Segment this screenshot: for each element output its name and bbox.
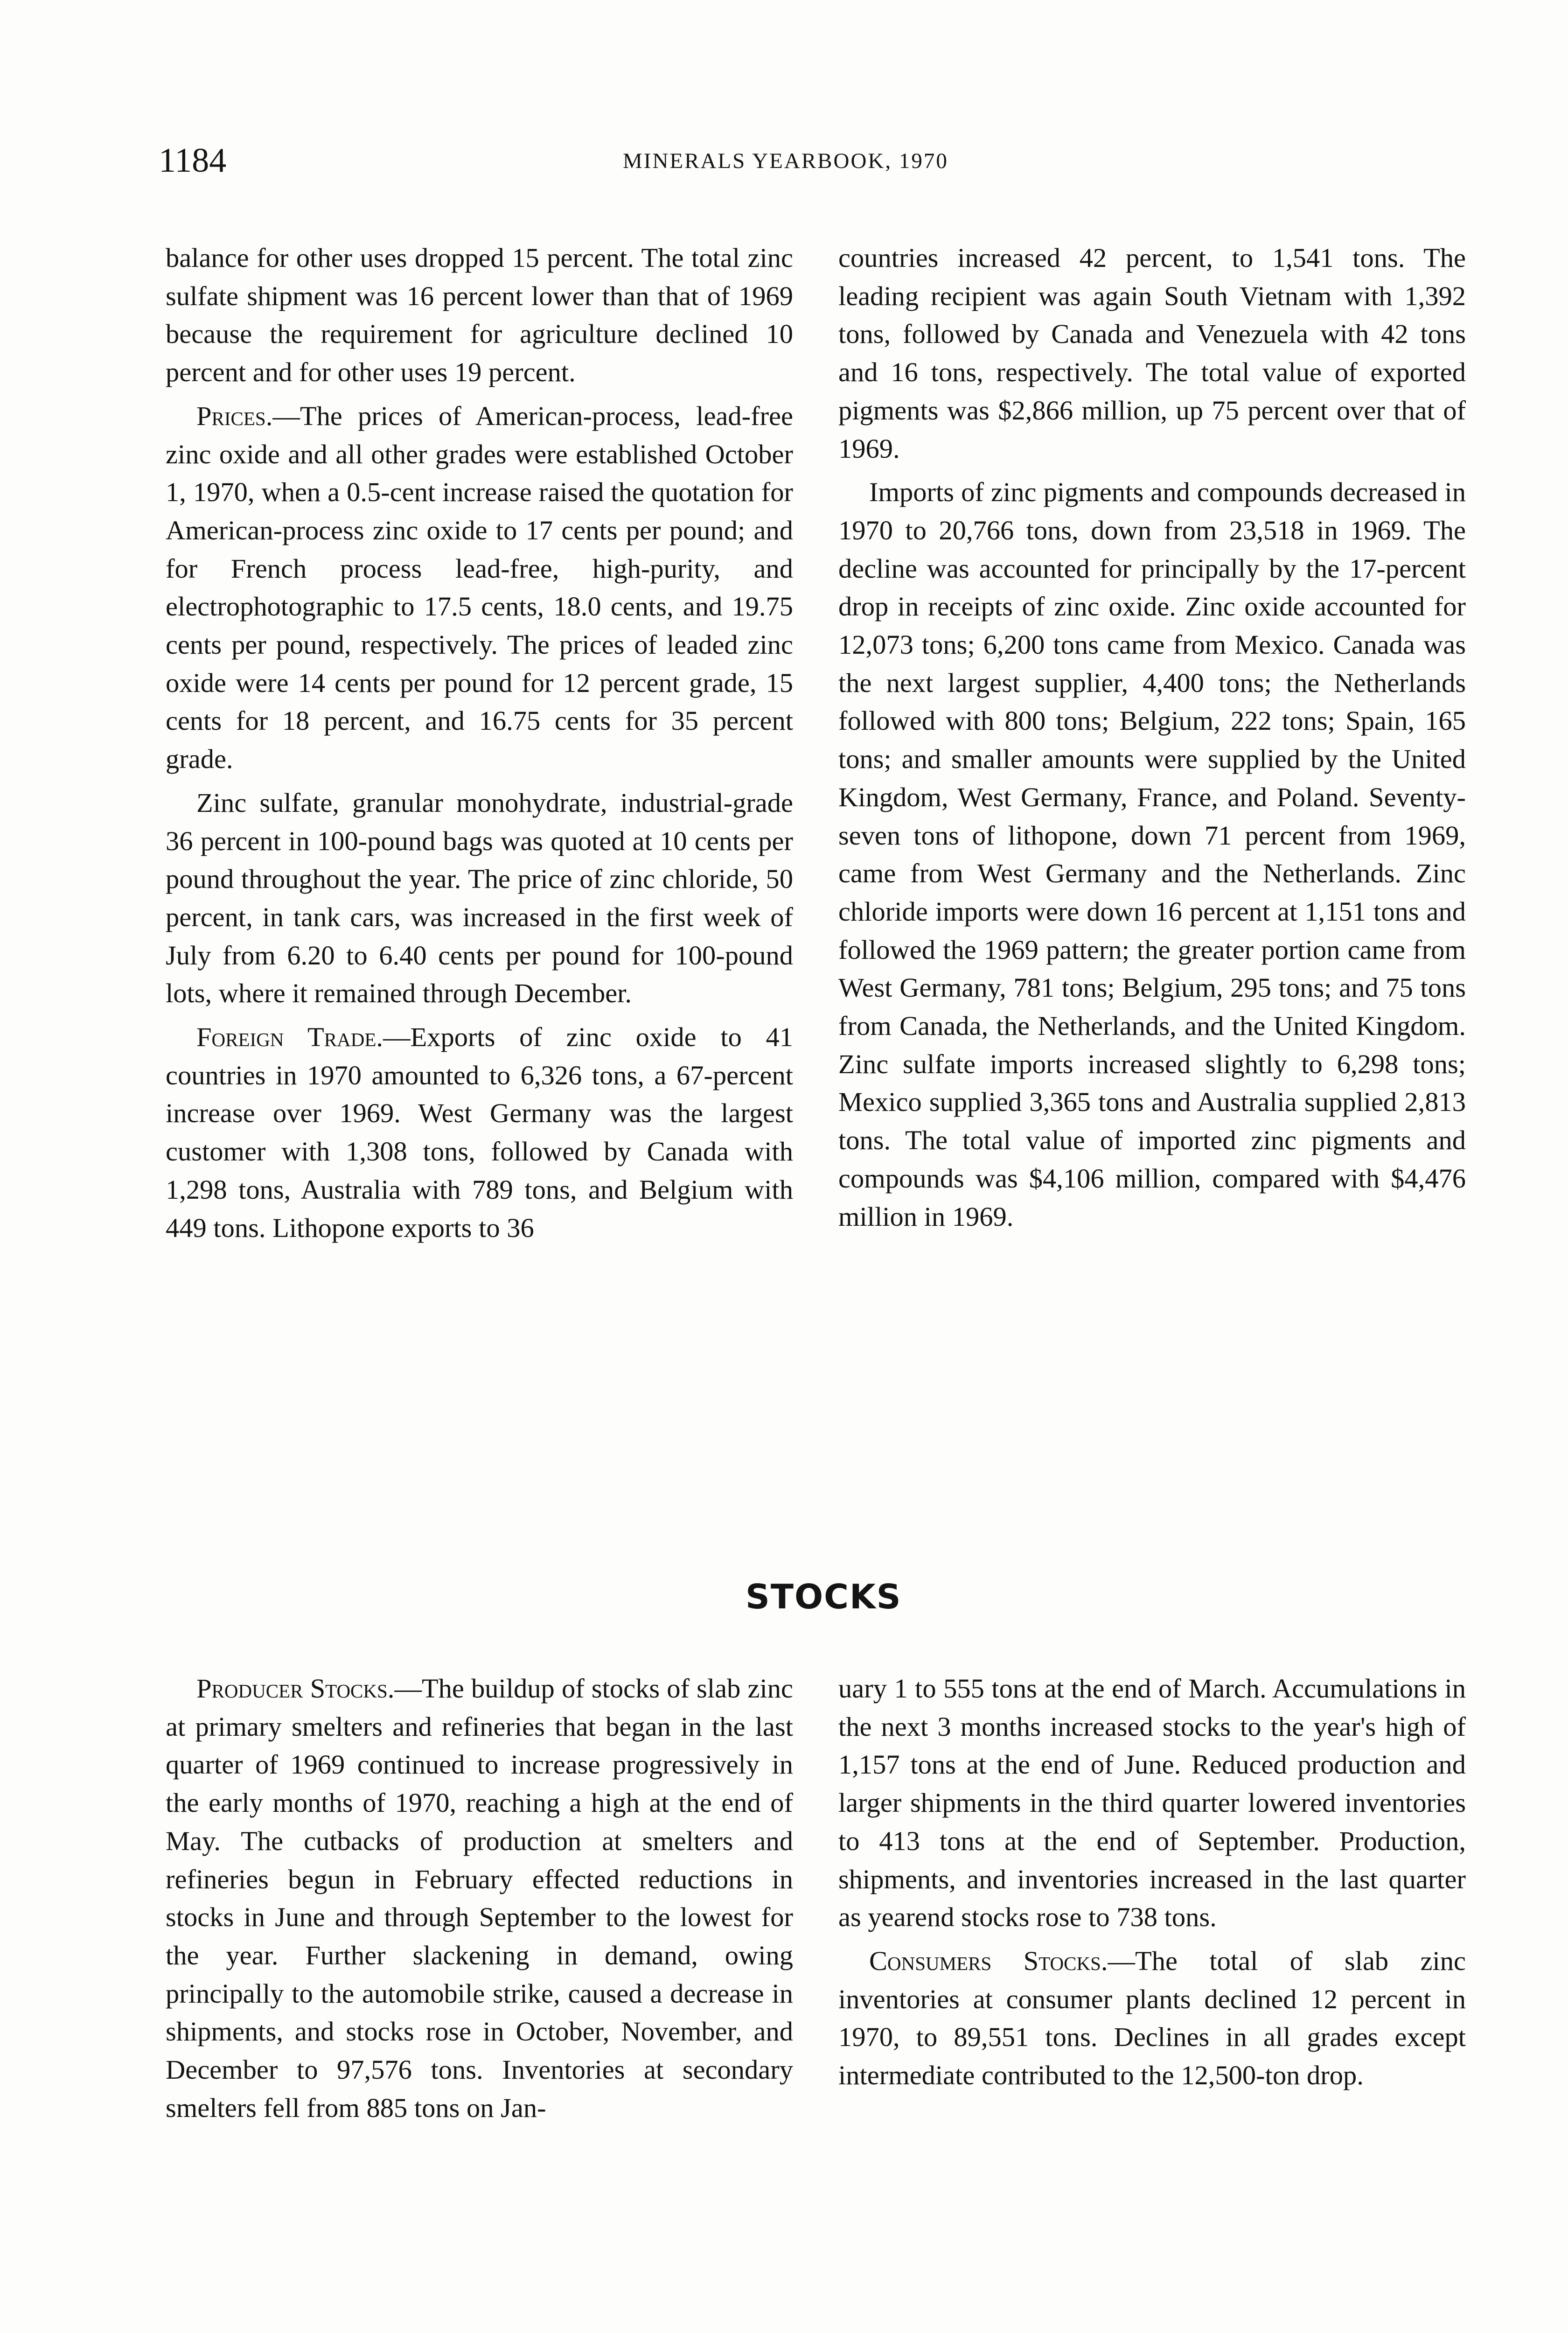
stocks-left-column [166, 1669, 793, 2127]
paragraph-text: uary 1 to 555 tons at the end of March. Accumulations in the next 3 months increased stocks to the year's high of 1,157 tons at the end of June. Reduced production and larger shipments in the third quarter lowered inventories to 413 tons at the end of September. Production, shipments, and inventories increased in the last quarter as yearend stocks rose to 738 tons. [838, 1673, 1466, 1933]
paragraph-text: balance for other uses dropped 15 percent. The total zinc sulfate shipment was 16 percent lower than that of 1969 because the requirement for agriculture declined 10 percent and for other uses 19 percent. [166, 243, 793, 388]
paragraph-lead: Foreign Trade. [196, 1022, 383, 1053]
paragraph-lead: Producer Stocks. [196, 1673, 395, 1704]
paragraph [838, 1669, 1466, 1936]
paragraph-text: Zinc sulfate, granular monohydrate, industrial-grade 36 percent in 100-pound bags was quoted at 10 cents per pound throughout the year. The price of zinc chloride, 50 percent, in tank cars, was increased in the first week of July from 6.20 to 6.40 cents per pound for 100-pound lots, where it remained through December. [166, 787, 793, 1009]
paragraph [838, 473, 1466, 1236]
paragraph [166, 784, 793, 1013]
paragraph-lead: Consumers Stocks. [869, 1945, 1108, 1976]
paragraph [166, 239, 793, 391]
paragraph [838, 239, 1466, 468]
paragraph-text: —Exports of zinc oxide to 41 countries in 1970 amounted to 6,326 tons, a 67-percent increase over 1969. West Germany was the largest customer with 1,308 tons, followed by Canada with 1,298 tons, Australia with 789 tons, and Belgium with 449 tons. Lithopone exports to 36 [166, 1022, 793, 1243]
paragraph [838, 1942, 1466, 2095]
page-number: 1184 [159, 141, 227, 180]
paragraph-text: Imports of zinc pigments and compounds decreased in 1970 to 20,766 tons, down from 23,518 in 1969. The decline was accounted for principally by the 17-percent drop in receipts of zinc oxide. Zinc oxide accounted for 12,073 tons; 6,200 tons came from Mexico. Canada was the next largest supplier, 4,400 tons; the Netherlands followed with 800 tons; Belgium, 222 tons; Spain, 165 tons; and smaller amounts were supplied by the United Kingdom, West Germany, France, and Poland. Seventy-seven tons of lithopone, down 71 percent from 1969, came from West Germany and the Netherlands. Zinc chloride imports were down 16 percent at 1,151 tons and followed the 1969 pattern; the greater portion came from West Germany, 781 tons; Belgium, 295 tons; and 75 tons from Canada, the Netherlands, and the United Kingdom. Zinc sulfate imports increased slightly to 6,298 tons; Mexico supplied 3,365 tons and Australia supplied 2,813 tons. The total value of imported zinc pigments and compounds was $4,106 million, compared with $4,476 million in 1969. [838, 477, 1466, 1232]
paragraph-text: —The prices of American-process, lead-free zinc oxide and all other grades were established October 1, 1970, when a 0.5-cent increase raised the quotation for American-process zinc oxide to 17 cents per pound; and for French process lead-free, high-purity, and electrophotographic to 17.5 cents, 18.0 cents, and 19.75 cents per pound, respectively. The prices of leaded zinc oxide were 14 cents per pound for 12 percent grade, 15 cents for 18 percent, and 16.75 cents for 35 percent grade. [166, 400, 793, 775]
paragraph-text: countries increased 42 percent, to 1,541 tons. The leading recipient was again South Vietnam with 1,392 tons, followed by Canada and Venezuela with 42 tons and 16 tons, respectively. The total value of exported pigments was $2,866 million, up 75 percent over that of 1969. [838, 243, 1466, 464]
paragraph-text: —The total of slab zinc inventories at consumer plants declined 12 percent in 1970, to 89,551 tons. Declines in all grades except intermediate contributed to the 12,500-ton drop. [838, 1945, 1466, 2091]
paragraph [166, 397, 793, 778]
paragraph [166, 1669, 793, 2127]
paragraph-lead: Prices. [196, 400, 273, 431]
running-title: MINERALS YEARBOOK, 1970 [623, 149, 948, 173]
top-left-column [166, 239, 793, 1247]
section-heading-stocks: STOCKS [746, 1577, 902, 1616]
stocks-right-column [838, 1669, 1466, 2095]
top-right-column [838, 239, 1466, 1236]
paragraph [166, 1018, 793, 1247]
paragraph-text: —The buildup of stocks of slab zinc at primary smelters and refineries that began in the last quarter of 1969 continued to increase progressively in the early months of 1970, reaching a high at the end of May. The cutbacks of production at smelters and refineries begun in February effected reductions in stocks in June and through September to the lowest for the year. Further slackening in demand, owing principally to the automobile strike, caused a decrease in shipments, and stocks rose in October, November, and December to 97,576 tons. Inventories at secondary smelters fell from 885 tons on Jan- [166, 1673, 793, 2123]
